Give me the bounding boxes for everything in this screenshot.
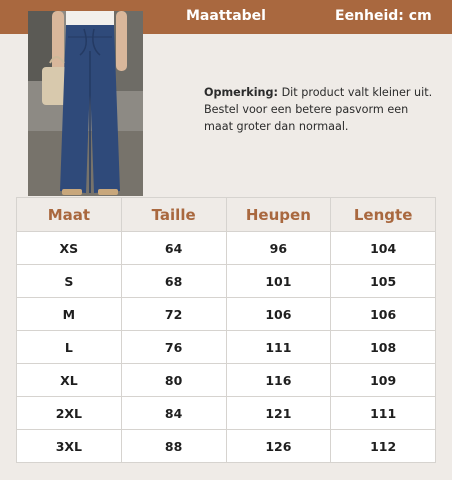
cell-length: 104	[331, 232, 436, 265]
table-header-row	[17, 198, 436, 232]
cell-waist: 88	[121, 430, 226, 463]
cell-hips: 126	[226, 430, 331, 463]
note-text: Dit product valt kleiner uit. Bestel voor een betere pasvorm een maat groter dan normaal.	[204, 86, 433, 133]
cell-length: 109	[331, 364, 436, 397]
size-chart-title: Maattabel	[186, 8, 266, 24]
cell-hips: 96	[226, 232, 331, 265]
cell-waist: 68	[121, 265, 226, 298]
table-row	[17, 232, 436, 265]
cell-length: 112	[331, 430, 436, 463]
column-header-size: Maat	[17, 198, 122, 232]
column-header-hips: Heupen	[226, 198, 331, 232]
cell-hips: 106	[226, 298, 331, 331]
table-row	[17, 430, 436, 463]
table-row	[17, 265, 436, 298]
cell-size: XL	[17, 364, 122, 397]
cell-hips: 101	[226, 265, 331, 298]
cell-size: S	[17, 265, 122, 298]
cell-size: XS	[17, 232, 122, 265]
unit-label: Eenheid: cm	[335, 8, 432, 24]
cell-size: 2XL	[17, 397, 122, 430]
cell-hips: 121	[226, 397, 331, 430]
note-label: Opmerking:	[204, 86, 279, 99]
sizing-note	[204, 84, 436, 135]
cell-size: L	[17, 331, 122, 364]
cell-length: 106	[331, 298, 436, 331]
cell-hips: 116	[226, 364, 331, 397]
cell-waist: 84	[121, 397, 226, 430]
table-row	[17, 364, 436, 397]
cell-hips: 111	[226, 331, 331, 364]
cell-size: M	[17, 298, 122, 331]
column-header-length: Lengte	[331, 198, 436, 232]
product-photo	[28, 11, 143, 196]
cell-length: 105	[331, 265, 436, 298]
table-row	[17, 397, 436, 430]
cell-waist: 76	[121, 331, 226, 364]
cell-waist: 72	[121, 298, 226, 331]
column-header-waist: Taille	[121, 198, 226, 232]
cell-length: 108	[331, 331, 436, 364]
cell-size: 3XL	[17, 430, 122, 463]
cell-waist: 80	[121, 364, 226, 397]
table-row	[17, 331, 436, 364]
cell-length: 111	[331, 397, 436, 430]
cell-waist: 64	[121, 232, 226, 265]
size-table	[16, 197, 436, 463]
table-row	[17, 298, 436, 331]
